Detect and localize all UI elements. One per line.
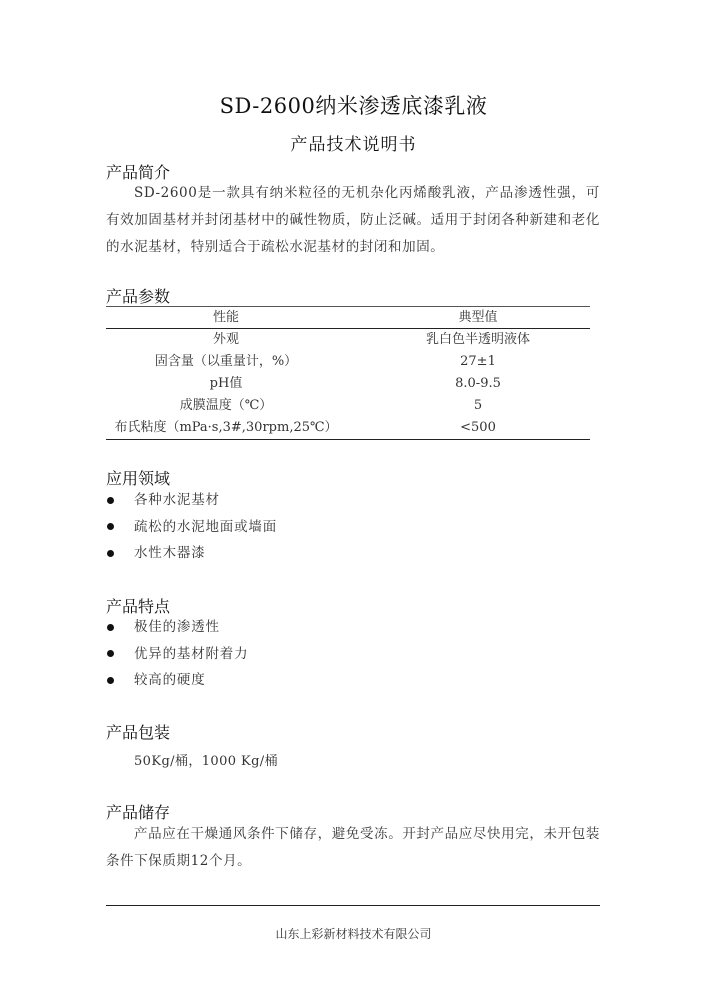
document-title: SD-2600纳米渗透底漆乳液: [219, 94, 488, 118]
list-item-text: 疏松的水泥地面或墙面: [134, 518, 277, 535]
storage-paragraph: [106, 821, 600, 875]
list-item: [106, 641, 248, 668]
list-item-text: 优异的基材附着力: [134, 645, 249, 662]
table-row: [106, 395, 590, 417]
list-item-text: 极佳的渗透性: [134, 619, 220, 635]
column-header-property: 性能: [212, 310, 239, 325]
features-list: [106, 614, 248, 694]
table-cell-property: pH值: [209, 376, 243, 391]
table-cell-value: <500: [460, 420, 496, 435]
applications-list: [106, 487, 277, 567]
table-cell-property: 固含量（以重量计，%）: [154, 354, 298, 369]
list-item-text: 水性木器漆: [134, 545, 206, 561]
section-heading-params: 产品参数: [106, 287, 171, 306]
table-cell-value: 乳白色半透明液体: [425, 332, 530, 347]
bullet-icon: [107, 523, 114, 530]
section-heading-intro: 产品简介: [106, 163, 171, 182]
storage-text: 产品应在干燥通风条件下储存，避免受冻。开封产品应尽快用完，未开包装条件下保质期12个月。: [106, 826, 600, 869]
bullet-icon: [107, 624, 114, 631]
bullet-icon: [107, 497, 114, 504]
list-item: [106, 514, 277, 541]
table-cell-property: 布氏粘度（mPa·s,3#,30rpm,25℃）: [114, 420, 338, 435]
list-item: [106, 614, 248, 641]
params-table: [106, 306, 590, 440]
footer-company: 山东上彩新材料技术有限公司: [275, 927, 432, 941]
list-item: [106, 487, 277, 514]
table-row: [106, 373, 590, 395]
table-cell-value: 27±1: [460, 354, 496, 369]
column-header-value: 典型值: [458, 310, 498, 325]
section-heading-storage: 产品储存: [106, 803, 171, 822]
document-subtitle: 产品技术说明书: [290, 135, 417, 155]
list-item: [106, 667, 248, 694]
table-cell-value: 8.0-9.5: [455, 376, 501, 391]
list-item-text: 较高的硬度: [134, 672, 206, 688]
list-item-text: 各种水泥基材: [134, 492, 220, 508]
intro-paragraph: [106, 180, 600, 261]
bullet-icon: [107, 677, 114, 684]
bullet-icon: [107, 550, 114, 557]
table-cell-property: 成膜温度（℃）: [179, 398, 273, 413]
table-row: [106, 329, 590, 351]
section-heading-applications: 应用领域: [106, 469, 171, 488]
intro-text: SD-2600是一款具有纳米粒径的无机杂化丙烯酸乳液，产品渗透性强，可有效加固基材并封闭基材中的碱性物质，防止泛碱。适用于封闭各种新建和老化的水泥基材，特别适合于疏松水泥基材的封闭和加固。: [106, 185, 600, 255]
table-cell-property: 外观: [212, 332, 239, 347]
table-cell-value: 5: [473, 398, 483, 413]
packaging-text: 50Kg/桶，1000 Kg/桶: [134, 754, 278, 769]
bullet-icon: [107, 650, 114, 657]
section-heading-features: 产品特点: [106, 597, 171, 616]
footer-divider: [106, 905, 600, 906]
section-heading-packaging: 产品包装: [106, 723, 171, 742]
table-row: [106, 351, 590, 373]
table-row: [106, 417, 590, 439]
list-item: [106, 540, 277, 567]
table-header-row: [106, 307, 590, 329]
